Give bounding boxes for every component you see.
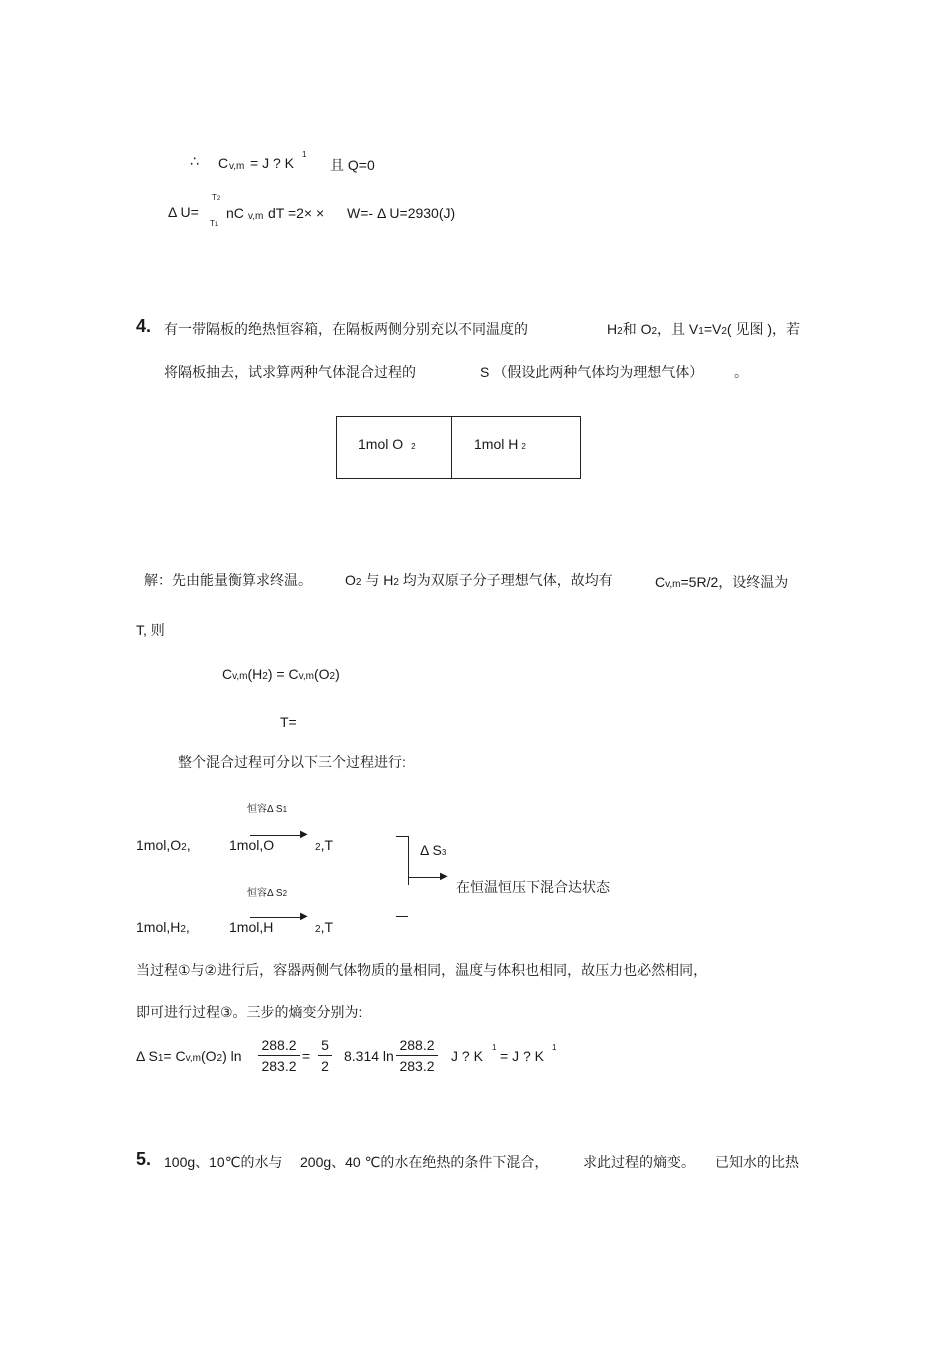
problem-5-text-b: 200g、40 ℃的水在绝热的条件下混合， [300, 1154, 549, 1170]
solution-line2: T, 则 [136, 622, 165, 638]
problem-4-line2: 将隔板抽去，试求算两种气体混合过程的 [164, 364, 416, 380]
problem-4-line2-entropy: S （假设此两种气体均为理想气体） [480, 364, 704, 380]
gas-constant-ln: 8.314 ln [344, 1048, 394, 1064]
paragraph-2: 即可进行过程③。三步的熵变分别为: [136, 1004, 363, 1020]
energy-balance-equation: Cv,m(H2) = Cv,m(O2) [222, 666, 340, 682]
ds1-label: Δ S1= Cv,m(O2) ln [136, 1048, 242, 1064]
fraction-2: 5 2 [318, 1037, 332, 1074]
integrand: nC [226, 205, 244, 221]
problem-4-line2-end: 。 [734, 364, 748, 380]
problem-4-gases: H2和 O2，且 V1=V2( 见图 )，若 [607, 321, 801, 337]
step2-arrow [250, 917, 302, 918]
step3-arrow [408, 877, 444, 878]
process-intro: 整个混合过程可分以下三个过程进行: [178, 754, 406, 770]
cvm-value: = J ? K [250, 155, 294, 171]
step2-label: 恒容Δ S2 [247, 888, 288, 899]
ds1-unit: J ? K [451, 1048, 483, 1064]
step1-arrow [250, 835, 302, 836]
equals-sign: = [302, 1048, 311, 1064]
upper-limit: T2 [212, 193, 221, 202]
therefore-symbol: ∴ [190, 153, 199, 169]
lower-limit: T1 [210, 219, 219, 228]
final-temperature: T= [280, 714, 297, 730]
ds1-result-sup: 1 [552, 1043, 557, 1052]
paragraph-1: 当过程①与②进行后，容器两侧气体物质的量相同，温度与体积也相同，故压力也必然相同， [136, 962, 708, 978]
step1-final-tail: 2,T [315, 837, 334, 853]
delta-u-label: Δ U= [168, 204, 199, 220]
step1-arrowhead: ▶ [300, 829, 308, 840]
step3-text: 在恒温恒压下混合达状态 [456, 879, 610, 895]
cvm-subscript: v,m [229, 161, 245, 172]
problem-4-number: 4. [136, 316, 152, 336]
q-zero: 且 Q=0 [330, 157, 375, 173]
fraction-3: 288.2 283.2 [396, 1037, 438, 1074]
box-left-oxygen: 1mol O 2 [358, 436, 416, 452]
gas-container-diagram [336, 416, 581, 479]
box-right-hydrogen: 1mol H 2 [474, 436, 526, 452]
ds1-unit-sup: 1 [492, 1043, 497, 1052]
problem-5-text-a: 100g、10℃的水与 [164, 1154, 283, 1170]
solution-line1-gases: O2 与 H2 均为双原子分子理想气体，故均有 [345, 572, 613, 588]
problem-5-number: 5. [136, 1149, 152, 1169]
bracket-top [396, 836, 408, 837]
step2-arrowhead: ▶ [300, 911, 308, 922]
step1-initial: 1mol,O2, [136, 837, 191, 853]
step1-final: 1mol,O [229, 837, 275, 853]
step2-initial: 1mol,H2, [136, 919, 190, 935]
step2-final-tail: 2,T [315, 919, 334, 935]
bracket-bottom [396, 916, 408, 917]
fraction-1: 288.2 283.2 [258, 1037, 300, 1074]
step3-label: Δ S3 [420, 842, 447, 858]
integrand-subscript: v,m [248, 211, 264, 222]
cvm-symbol: C [218, 155, 229, 171]
work-result: W=- Δ U=2930(J) [347, 205, 456, 221]
problem-4-line1: 有一带隔板的绝热恒容箱，在隔板两侧分别充以不同温度的 [164, 321, 528, 337]
solution-line1: 解：先由能量衡算求终温。 [144, 572, 312, 588]
integrand-tail: dT =2× × [268, 205, 325, 221]
step3-arrowhead: ▶ [440, 871, 448, 882]
problem-5-text-c: 求此过程的熵变。 [583, 1154, 695, 1170]
ds1-result: = J ? K [500, 1048, 544, 1064]
problem-5-text-d: 已知水的比热 [715, 1154, 799, 1170]
cvm-superscript: 1 [302, 150, 307, 159]
partition-divider [451, 417, 452, 478]
solution-cvm: Cv,m=5R/2，设终温为 [655, 574, 789, 590]
step1-label: 恒容Δ S1 [247, 804, 288, 815]
step2-final: 1mol,H [229, 919, 274, 935]
